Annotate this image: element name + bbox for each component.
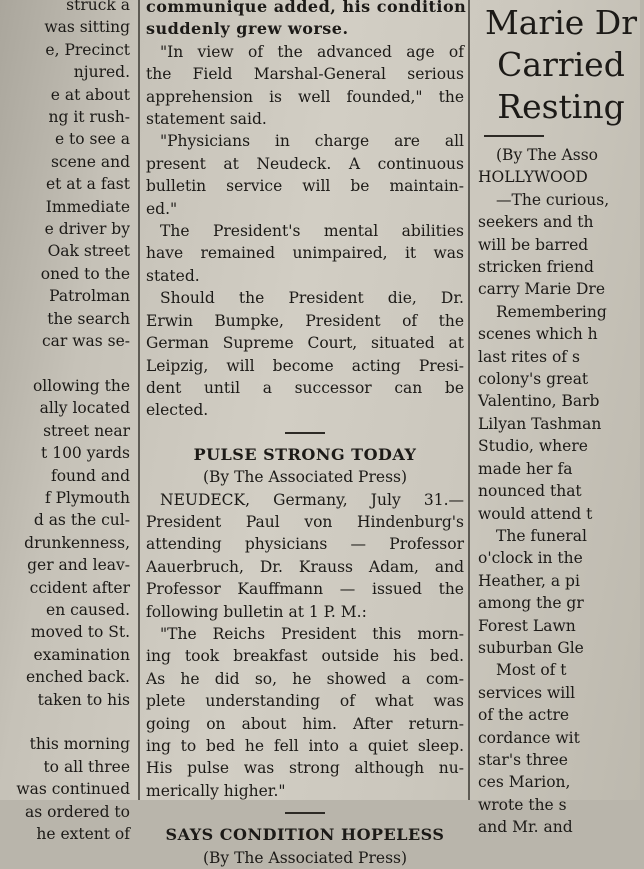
paragraph-line: statement said. [146,110,267,129]
left-column-line [0,711,134,733]
paragraph-2 [146,130,464,220]
right-column-line: cordance wit [478,728,580,747]
section-dashes [146,422,464,444]
paragraph-line: His pulse was strong although nu- [146,759,464,778]
paragraph-line: attending physicians — Professor [146,535,464,554]
paragraph-line: Aauerbruch, Dr. Krauss Adam, and [146,557,464,576]
subhead-condition-hopeless: SAYS CONDITION HOPELESS [165,825,445,845]
right-column-line: o'clock in the [478,549,583,568]
paragraph-line: Leipzig, will become acting Presi- [146,356,464,375]
paragraph-line: plete understanding of what was [146,692,464,711]
column-rule-left [138,0,140,800]
intro-line: suddenly grew worse. [146,19,349,39]
left-column-line: was sitting [44,18,130,37]
left-column-line: t 100 yards [41,444,130,463]
right-article-body [474,144,644,839]
paragraph-line: President Paul von Hindenburg's [146,512,464,531]
left-column-line: the search [47,309,130,328]
paragraph-line: elected. [146,401,209,420]
right-column-line: seekers and th [478,213,594,232]
right-column-line: services will [478,683,576,702]
paragraph-line: Erwin Bumpke, President of the [146,311,464,330]
headline-line-2: Carried [497,45,625,84]
right-column-line: made her fa [478,459,573,478]
left-column-line: moved to St. [30,623,130,642]
paragraph-line: bulletin service will be maintain- [146,177,464,196]
left-column-line: d as the cul- [33,511,130,530]
left-column-line: ng it rush- [48,108,130,127]
paragraph-line: merically higher." [146,781,286,800]
subhead-pulse-strong: PULSE STRONG TODAY [193,444,417,464]
right-column-line: among the gr [478,594,584,613]
middle-column [146,0,467,867]
right-column-line: carry Marie Dre [478,280,606,299]
paragraph-line: "In view of the advanced age of [160,42,464,61]
paragraph-line: present at Neudeck. A continuous [146,154,464,173]
paragraph-5 [146,489,464,623]
left-column-line: et at a fast [45,175,130,194]
right-column-line: Studio, where [478,437,588,456]
left-column-line: e at about [50,85,130,104]
paragraph-1 [146,41,464,131]
left-column-line: e to see a [54,130,130,149]
right-column-line: suburban Gle [478,638,584,657]
right-column-line: would attend t [478,504,593,523]
right-column-line: Valentino, Barb [478,392,600,411]
left-column-line: struck a [66,0,130,14]
headline-line-1: Marie Dr [484,3,638,42]
left-column-line: Oak street [47,242,130,261]
right-column-line: scenes which h [478,325,598,344]
left-column-line: oned to the [40,264,130,283]
section-dashes-2 [146,802,464,824]
left-column-line: njured. [73,63,130,82]
left-column-line: found and [50,466,130,485]
paragraph-6 [146,623,464,802]
paragraph-line: ing to bed he fell into a quiet sleep. [146,737,464,755]
headline-line-3: Resting [497,87,625,126]
intro-block [146,0,467,41]
left-column-line: was continued [16,780,130,799]
byline-associated-press-2: (By The Associated Press) [202,848,408,867]
right-column-line: last rites of s [478,347,580,366]
paragraph-line: ing took breakfast outside his bed. [146,647,464,666]
intro-line: communique added, his condition [146,0,467,16]
headline-rule [474,128,644,144]
paragraph-4 [146,287,464,421]
byline-associated-press-1: (By The Associated Press) [202,468,408,487]
paragraph-line: have remained unimpaired, it was [146,244,464,263]
right-column-line: Heather, a pi [478,571,580,590]
left-column [0,0,134,844]
left-column-line: ger and leav- [27,556,130,575]
left-column-line: enched back. [25,668,130,687]
left-column-line: taken to his [37,690,130,709]
left-column-line: he extent of [36,825,130,844]
paragraph-line: "The Reichs President this morn- [160,624,464,643]
right-column-line: Forest Lawn [478,616,576,635]
left-column-line: Immediate [45,197,130,216]
right-column-line: nounced that [478,482,582,501]
left-column-line: this morning [29,735,130,754]
left-column-line: f Plymouth [44,488,130,507]
paragraph-line: NEUDECK, Germany, July 31.— [160,490,464,509]
paragraph-line: apprehension is well founded," the [146,87,464,106]
column-rule-right [468,0,470,800]
paragraph-3 [146,220,464,287]
left-column-line: car was se- [41,332,130,351]
paragraph-line: going on about him. After return- [146,714,464,733]
paragraph-line: Should the President die, Dr. [160,289,464,308]
right-column-line: of the actre [478,706,570,725]
right-column-line: The funeral [496,526,587,545]
right-column-line: wrote the s [478,795,567,814]
right-column-line: and Mr. and [478,818,573,837]
right-column-line: HOLLYWOOD [478,168,588,187]
paragraph-line: the Field Marshal-General serious [146,65,464,84]
right-column [474,2,644,837]
paragraph-line: As he did so, he showed a com- [146,669,464,688]
left-column-line: drunkenness, [24,533,130,552]
left-column-line: ollowing the [32,376,130,395]
left-column-line: ccident after [29,578,130,597]
right-column-line: ces Marion, [478,773,571,792]
paragraph-line: German Supreme Court, situated at [146,334,464,353]
paragraph-line: Professor Kauffmann — issued the [146,580,464,599]
paragraph-line: stated. [146,266,200,285]
right-column-line: (By The Asso [496,146,598,164]
right-column-line: Remembering [496,302,607,321]
right-column-line: star's three [478,750,568,769]
left-column-line: ally located [39,399,130,418]
left-column-line: as ordered to [25,802,130,821]
left-column-line [0,353,134,375]
paragraph-line: ed." [146,199,178,218]
left-column-line: Patrolman [49,287,130,306]
left-column-line: scene and [50,152,130,171]
paragraph-line: "Physicians in charge are all [160,132,464,151]
right-column-line: —The curious, [496,190,610,209]
left-column-line: to all three [43,757,130,776]
paragraph-line: following bulletin at 1 P. M.: [146,602,367,621]
right-column-line: colony's great [478,370,589,389]
paragraph-line: The President's mental abilities [160,222,464,241]
left-column-line: e, Precinct [45,40,130,59]
right-column-line: Lilyan Tashman [478,414,602,433]
right-column-line: will be barred [478,235,589,254]
left-column-line: en caused. [46,600,130,619]
left-column-line: street near [43,421,130,440]
right-column-line: stricken friend [478,258,594,277]
right-column-line: Most of t [496,661,567,680]
left-column-line: examination [33,645,130,664]
left-column-line: e driver by [44,220,130,239]
paragraph-line: dent until a successor can be [146,378,464,397]
